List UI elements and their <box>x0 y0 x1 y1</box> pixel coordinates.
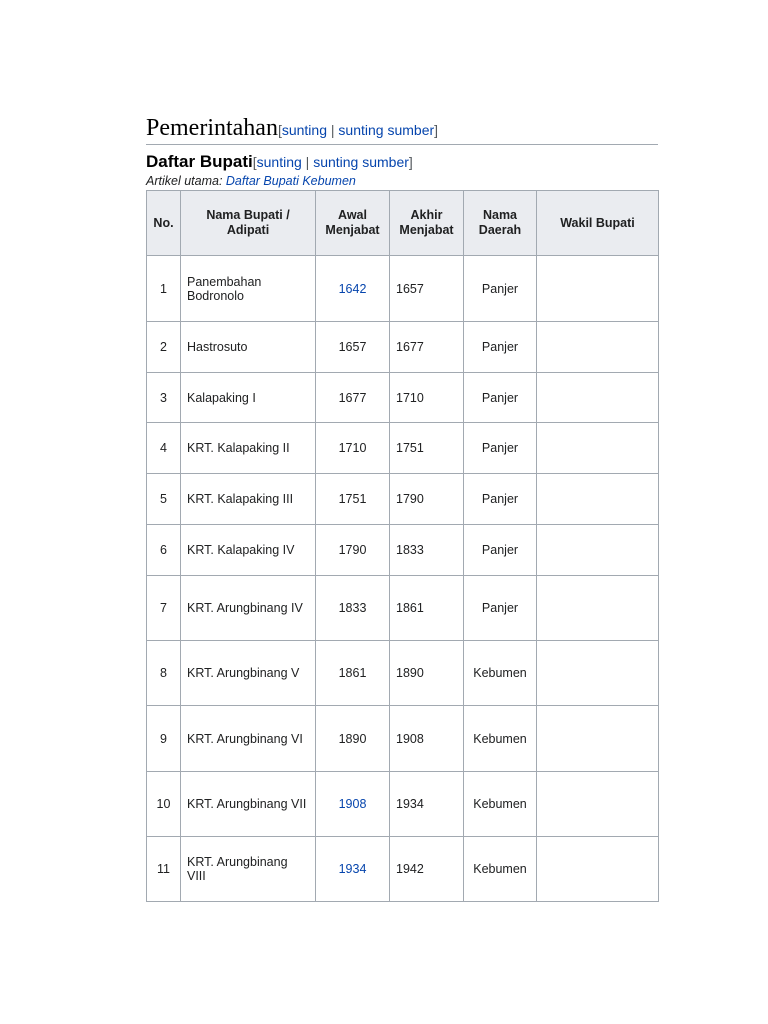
cell-wakil <box>537 474 659 525</box>
table-row <box>147 373 659 423</box>
cell-akhir: 1833 <box>390 525 464 576</box>
edit-subsection-link[interactable]: sunting <box>256 154 302 170</box>
cell-daerah: Panjer <box>464 373 537 423</box>
header-akhir: Akhir Menjabat <box>390 191 464 256</box>
cell-awal <box>316 256 390 322</box>
main-article-link[interactable]: Daftar Bupati Kebumen <box>225 174 356 188</box>
hatnote-prefix: Artikel utama: <box>146 174 223 188</box>
cell-awal <box>316 772 390 837</box>
table-row <box>147 256 659 322</box>
cell-wakil <box>537 322 659 373</box>
cell-akhir: 1677 <box>390 322 464 373</box>
cell-nama: Hastrosuto <box>181 322 316 373</box>
cell-daerah: Kebumen <box>464 837 537 902</box>
cell-akhir: 1751 <box>390 423 464 474</box>
subsection-edit-links: [sunting | sunting sumber] <box>252 154 413 170</box>
cell-daerah: Panjer <box>464 576 537 641</box>
year-link[interactable]: 1642 <box>338 281 367 296</box>
cell-no: 4 <box>147 423 181 474</box>
table-row <box>147 641 659 706</box>
cell-nama: KRT. Arungbinang VI <box>181 706 316 772</box>
year-link[interactable]: 1908 <box>338 797 367 811</box>
cell-no: 7 <box>147 576 181 641</box>
table-row <box>147 706 659 772</box>
cell-daerah: Panjer <box>464 525 537 576</box>
cell-akhir: 1890 <box>390 641 464 706</box>
cell-wakil <box>537 256 659 322</box>
table-header-row <box>147 191 659 256</box>
cell-akhir: 1710 <box>390 373 464 423</box>
table-row <box>147 837 659 902</box>
header-daerah: Nama Daerah <box>464 191 537 256</box>
cell-nama: KRT. Arungbinang V <box>181 641 316 706</box>
table-body <box>147 256 659 902</box>
table-row <box>147 423 659 474</box>
cell-daerah: Kebumen <box>464 706 537 772</box>
table-row <box>147 772 659 837</box>
section-title: Pemerintahan <box>146 115 278 141</box>
cell-akhir: 1934 <box>390 772 464 837</box>
table-row <box>147 474 659 525</box>
subsection-heading <box>146 151 658 173</box>
header-wakil: Wakil Bupati <box>537 191 659 256</box>
cell-wakil <box>537 576 659 641</box>
cell-awal: 1890 <box>316 706 390 772</box>
cell-awal <box>316 837 390 902</box>
header-nama: Nama Bupati / Adipati <box>181 191 316 256</box>
cell-wakil <box>537 641 659 706</box>
cell-wakil <box>537 837 659 902</box>
cell-wakil <box>537 525 659 576</box>
cell-daerah: Panjer <box>464 256 537 322</box>
cell-daerah: Panjer <box>464 322 537 373</box>
cell-no: 8 <box>147 641 181 706</box>
cell-daerah: Kebumen <box>464 641 537 706</box>
header-no: No. <box>147 191 181 256</box>
cell-no: 5 <box>147 474 181 525</box>
cell-wakil <box>537 706 659 772</box>
cell-awal: 1790 <box>316 525 390 576</box>
cell-wakil <box>537 772 659 837</box>
cell-awal: 1861 <box>316 641 390 706</box>
cell-awal: 1710 <box>316 423 390 474</box>
cell-nama: KRT. Kalapaking IV <box>181 525 316 576</box>
table-row <box>147 322 659 373</box>
cell-no: 1 <box>147 256 181 322</box>
cell-daerah: Panjer <box>464 423 537 474</box>
cell-akhir: 1942 <box>390 837 464 902</box>
article-content <box>146 114 658 883</box>
cell-awal: 1833 <box>316 576 390 641</box>
hatnote <box>146 173 658 189</box>
table-row <box>147 525 659 576</box>
subsection-title: Daftar Bupati <box>146 152 253 171</box>
cell-no: 6 <box>147 525 181 576</box>
cell-akhir: 1908 <box>390 706 464 772</box>
edit-section-source-link[interactable]: sunting sumber <box>338 122 435 138</box>
bupati-table <box>146 190 659 902</box>
cell-daerah: Panjer <box>464 474 537 525</box>
cell-nama: KRT. Arungbinang VII <box>181 772 316 837</box>
table-row <box>147 576 659 641</box>
cell-awal: 1677 <box>316 373 390 423</box>
cell-akhir: 1790 <box>390 474 464 525</box>
cell-nama: KRT. Kalapaking III <box>181 474 316 525</box>
section-heading <box>146 114 658 145</box>
cell-awal: 1751 <box>316 474 390 525</box>
section-edit-links: [sunting | sunting sumber] <box>277 122 439 138</box>
cell-akhir: 1861 <box>390 576 464 641</box>
cell-wakil <box>537 373 659 423</box>
edit-subsection-source-link[interactable]: sunting sumber <box>313 154 409 170</box>
cell-nama: Kalapaking I <box>181 373 316 423</box>
cell-no: 11 <box>147 837 181 902</box>
cell-akhir: 1657 <box>390 256 464 322</box>
header-awal: Awal Menjabat <box>316 191 390 256</box>
cell-awal: 1657 <box>316 322 390 373</box>
cell-no: 9 <box>147 706 181 772</box>
cell-no: 2 <box>147 322 181 373</box>
cell-nama: Panembahan Bodronolo <box>181 256 316 322</box>
year-link[interactable]: 1934 <box>338 862 367 876</box>
edit-section-link[interactable]: sunting <box>281 122 327 138</box>
cell-nama: KRT. Arungbinang IV <box>181 576 316 641</box>
cell-nama: KRT. Arungbinang VIII <box>181 837 316 902</box>
cell-no: 3 <box>147 373 181 423</box>
cell-daerah: Kebumen <box>464 772 537 837</box>
cell-no: 10 <box>147 772 181 837</box>
cell-nama: KRT. Kalapaking II <box>181 423 316 474</box>
cell-wakil <box>537 423 659 474</box>
